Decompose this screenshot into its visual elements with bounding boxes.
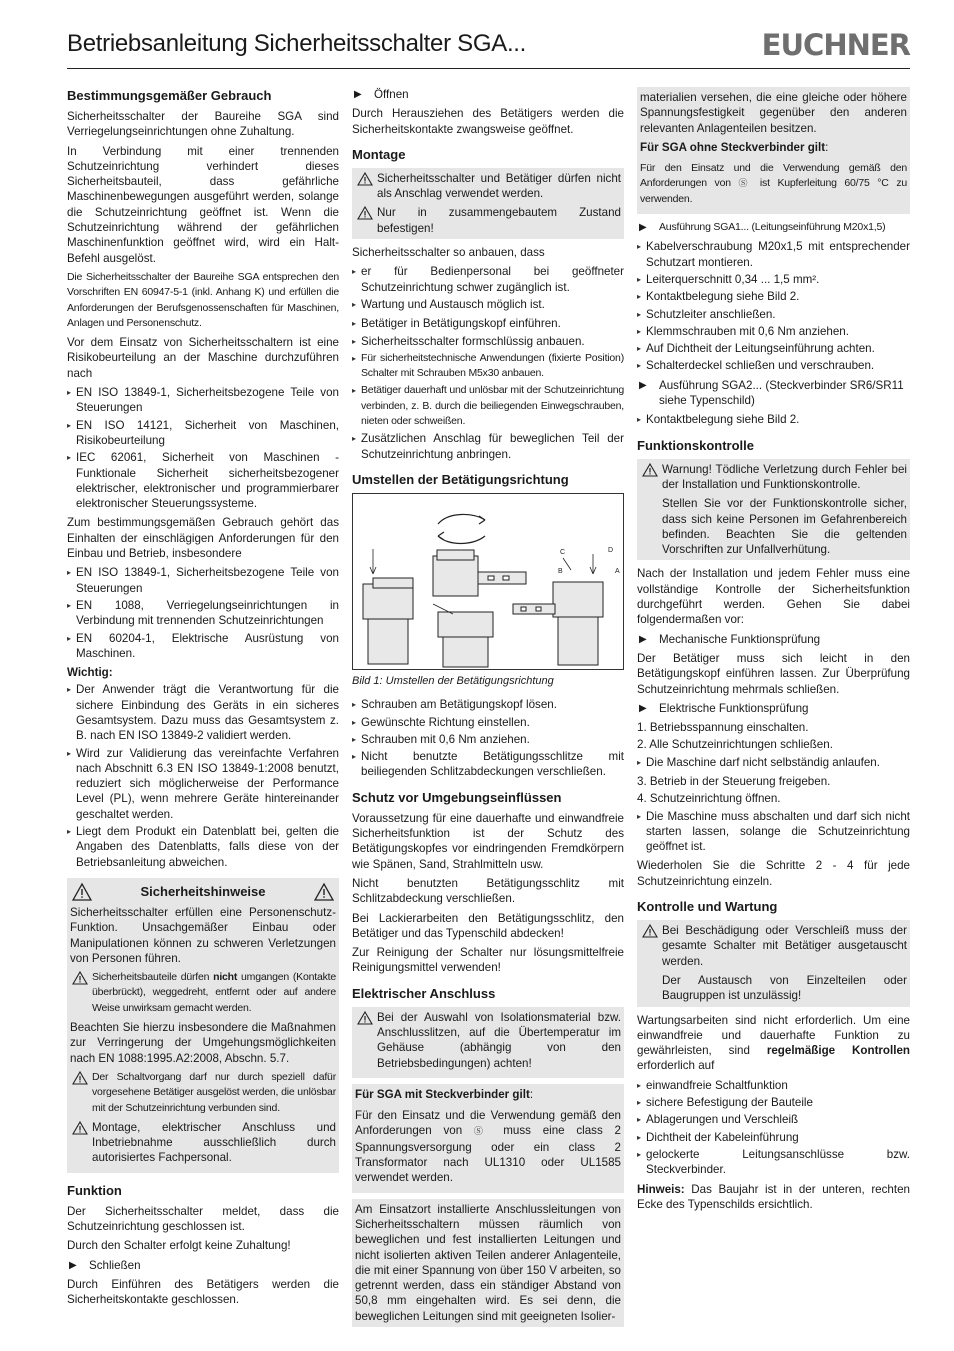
text: Wartungsarbeiten sind nicht erforderlich. Um eine einwandfreie und dauerhafte Funktion zu gewährleisten, sind <box>637 1013 910 1058</box>
paragraph: Beachten Sie hierzu insbesondere die Maßnahmen zur Verringerung der Umgehungsmöglichkeiten nach EN 1088:1995.A2:2008, Abschn. 5.7. <box>70 1021 336 1065</box>
list-item: ▸ Kabelverschraubung M20x1,5 mit entsprechender Schutzart montieren. <box>637 239 910 270</box>
paragraph: Wiederholen Sie die Schritte 2 - 4 für jede Schutzeinrichtung einzeln. <box>637 859 910 888</box>
label-b: B <box>558 567 563 575</box>
warning-note <box>355 205 621 236</box>
arrow-right-icon: ▶ <box>354 89 362 100</box>
heading-mounting: Montage <box>352 146 406 162</box>
list-item: ▸ Dichtheit der Kabeleinführung <box>637 1130 910 1145</box>
text: umgangen (Kontakte überbrückt), weggedreht, entfernt oder auf andere Weise unwirksam gemacht werden. <box>92 971 336 1014</box>
text-bold: nicht <box>213 971 238 984</box>
list-item: ▸ einwandfreie Schaltfunktion <box>637 1078 910 1093</box>
warning-icon <box>357 1011 373 1025</box>
paragraph: Zum bestimmungsgemäßen Gebrauch gehört das Einhalten der einschlägigen Anforderungen für den Einbau und Betrieb, insbesondere <box>67 516 339 561</box>
heading-maintenance: Kontrolle und Wartung <box>637 899 778 915</box>
text: Sicherheitsbauteile dürfen <box>92 971 214 984</box>
check-warning-box <box>637 459 910 561</box>
step-note <box>637 755 910 770</box>
important-label: Wichtig: <box>67 666 113 680</box>
sga1-list <box>637 239 910 373</box>
maintenance-list <box>637 1078 910 1178</box>
list-item: ▸ Schrauben mit 0,6 Nm anziehen. <box>352 732 624 747</box>
warning-note <box>640 923 907 969</box>
list-item: ▸ Leiterquerschnitt 0,34 ... 1,5 mm². <box>637 272 910 287</box>
column-3 <box>637 87 910 1216</box>
switch-illustration <box>353 494 623 669</box>
list-item: ▸ Liegt dem Produkt ein Datenblatt bei, gelten die Angaben des Datenblatts, falls diese von der Betriebsanleitung abweichen. <box>67 824 339 870</box>
text: erforderlich auf <box>637 1059 715 1073</box>
text: : <box>529 1087 534 1101</box>
euchner-logo: EUCHNER <box>761 28 910 62</box>
paragraph: Der Betätiger muss sich leicht in den Betätigungskopf einführen lassen. Zur Überprüfung Schutzeinrichtung mehrmals schließen. <box>637 651 910 696</box>
ul-mark-icon: Ⓢ <box>473 1126 492 1137</box>
text: Nur in zusammengebautem Zustand befestigen! <box>377 206 621 235</box>
warning-note <box>640 462 907 493</box>
steps-list <box>637 774 910 807</box>
text: ist Kupferleitung 60/75 °C zu verwenden. <box>640 177 908 205</box>
insulation-box <box>637 87 910 214</box>
warning-note <box>70 1120 336 1166</box>
list-item: ▸ Die Maschine muss abschalten und darf sich nicht starten lassen, solange die Schutzeinrichtung geöffnet ist. <box>637 809 910 855</box>
text: : <box>825 140 829 154</box>
text: Bei der Auswahl von Isolationsmaterial bzw. Anschlusslitzen, auf die Übertemperatur im Gehäuse (abhängig von den Betriebsbedingungen) achten! <box>377 1010 621 1070</box>
paragraph: Sicherheitsschalter erfüllen eine Personenschutz-Funktion. Unsachgemäßer Einbau oder Manipulationen können zu schweren Verletzungen von Personen führen. <box>70 905 336 965</box>
arrow-right-icon: ▶ <box>639 702 647 714</box>
requirements-list <box>67 565 339 661</box>
heading-environment: Schutz vor Umgebungseinflüssen <box>352 789 562 805</box>
open-step <box>352 87 624 102</box>
list-item: ▸ Wartung und Austausch möglich ist. <box>352 297 624 312</box>
list-item: ▸ er für Bedienpersonal bei geöffneter Schutzeinrichtung schwer zugänglich ist. <box>352 264 624 295</box>
heading-function-check: Funktionskontrolle <box>637 437 754 453</box>
label-c: C <box>560 548 566 556</box>
safety-title: Sicherheitshinweise <box>140 884 266 900</box>
list-item: ▸ Auf Dichtheit der Leitungseinführung achten. <box>637 341 910 356</box>
paragraph: Zur Reinigung der Schalter nur lösungsmittelfreie Reinigungsmittel verwenden! <box>352 946 624 975</box>
warning-icon <box>314 883 334 901</box>
list-item: ▸ EN ISO 14121, Sicherheit von Maschinen, Risikobeurteilung <box>67 418 339 449</box>
sga1-heading <box>637 220 910 235</box>
list-item: ▸ Schrauben am Betätigungskopf lösen. <box>352 697 624 712</box>
list-item: ▸ Für sicherheitstechnische Anwendungen (fixierte Position) Schalter mit Schrauben M5x30 anbauen. <box>352 351 624 382</box>
warning-icon <box>72 971 88 985</box>
list-item: ▸ Betätiger in Betätigungskopf einführen. <box>352 316 624 331</box>
sga2-list <box>637 412 910 427</box>
paragraph: Voraussetzung für eine dauerhafte und einwandfreie Sicherheitsfunktion ist der Schutz des Betätigungskopfes vor eindringenden Fremdkörpern wie Spänen, Sand, Strahlmitteln usw. <box>352 811 624 871</box>
text: Ausführung SGA1... (Leitungseinführung M20x1,5) <box>659 221 886 234</box>
paragraph: Vor dem Einsatz von Sicherheitsschaltern ist eine Risikobeurteilung an der Maschine durchzuführen nach <box>67 336 339 380</box>
list-item: 2. Alle Schutzeinrichtungen schließen. <box>637 738 833 752</box>
list-item: ▸ Kontaktbelegung siehe Bild 2. <box>637 289 910 304</box>
arrow-right-icon: ▶ <box>639 633 647 645</box>
warning-icon <box>642 924 658 938</box>
list-item: ▸ Nicht benutzte Betätigungsschlitze mit beiliegenden Schlitzabdeckungen verschließen. <box>352 749 624 780</box>
paragraph: Nach der Installation und jedem Fehler muss eine vollständige Kontrolle der Sicherheitsfunktion durchgeführt werden. Gehen Sie dabei folgendermaßen vor: <box>637 567 910 627</box>
paragraph: Durch Einführen des Betätigers werden die Sicherheitskontakte geschlossen. <box>67 1277 339 1307</box>
list-item: ▸ Wird zur Validierung das vereinfachte Verfahren nach Abschnitt 6.3 EN ISO 13849-1:2008 benutzt, reduziert sich möglicherweise der Performance Level (PL), wenn mehrere Geräte hintereinander geschaltet werden. <box>67 746 339 822</box>
paragraph: Sicherheitsschalter so anbauen, dass <box>352 246 545 260</box>
text: Der Austausch von Einzelteilen oder Baugruppen ist unzulässig! <box>662 973 907 1003</box>
list-item: ▸ gelockerte Leitungsanschlüsse bzw. Steckverbinder. <box>637 1147 910 1178</box>
paragraph: Die Sicherheitsschalter der Baureihe SGA entsprechen den Vorschriften EN 60947-5-1 (inkl. Anhang K) und erfüllen die Anforderungen der Berufsgenossenschaften für Maschinen, Anlagen und Personenschutz. <box>67 270 339 329</box>
warning-note <box>70 1070 336 1116</box>
sga2-heading <box>637 378 910 409</box>
list-item: ▸ EN 60204-1, Elektrische Ausrüstung von Maschinen. <box>67 631 339 662</box>
list-item: ▸ EN 1088, Verriegelungseinrichtungen in Verbindung mit trennenden Schutzeinrichtungen <box>67 598 339 629</box>
column-1 <box>67 87 339 1311</box>
installation-box <box>352 1199 624 1327</box>
warning-note <box>355 171 621 202</box>
subheading: Für SGA mit Steckverbinder gilt <box>355 1087 530 1101</box>
list-item: ▸ Schalterdeckel schließen und verschrauben. <box>637 358 910 373</box>
list-item: ▸ Sicherheitsschalter formschlüssig anbauen. <box>352 334 624 349</box>
paragraph: Bei Lackierarbeiten den Betätigungsschlitz, den Betätiger und das Typenschild abdecken! <box>352 911 624 940</box>
paragraph: Durch Herausziehen des Betätigers werden die Sicherheitskontakte zwangsweise geöffnet. <box>352 107 624 136</box>
arrow-right-icon: ▶ <box>69 1259 77 1271</box>
important-list <box>67 682 339 870</box>
text: Ausführung SGA2... (Steckverbinder SR6/SR11 siehe Typenschild) <box>659 378 904 408</box>
mounting-warnings <box>352 168 624 239</box>
list-item: ▸ Der Anwender trägt die Verantwortung für die sichere Einbindung des Geräts in ein sicheres Gesamtsystem. Dazu muss das Gesamtsystem z. B. nach EN ISO 13849-2 validiert werden. <box>67 682 339 743</box>
text: Bei Beschädigung oder Verschleiß muss der gesamte Schalter mit Betätiger ausgetauscht werden. <box>662 924 907 968</box>
maintenance-warning-box <box>637 920 910 1006</box>
list-item: ▸ Betätiger dauerhaft und unlösbar mit der Schutzeinrichtung verbinden, z. B. durch die beiliegenden Einwegschrauben, nieten oder schweißen. <box>352 383 624 429</box>
step-note <box>637 809 910 855</box>
warning-icon <box>357 172 373 186</box>
text: Das Baujahr ist in der unteren, rechten Ecke des Typenschilds ersichtlich. <box>637 1182 910 1211</box>
text: Öffnen <box>374 88 409 101</box>
arrow-right-icon: ▶ <box>639 379 647 391</box>
mechanical-check <box>637 632 910 647</box>
list-item: ▸ Schutzleiter anschließen. <box>637 307 910 322</box>
close-step <box>67 1258 339 1273</box>
direction-steps <box>352 697 624 779</box>
text: Für den Einsatz und die Verwendung gemäß den Anforderungen von <box>640 162 907 190</box>
label-a: A <box>615 567 620 575</box>
warning-icon <box>642 463 658 477</box>
electrical-box <box>352 1007 624 1078</box>
standards-list <box>67 385 339 511</box>
text: Schließen <box>89 1258 141 1272</box>
ul-mark-icon: Ⓢ <box>738 178 753 189</box>
note-label: Hinweis: <box>637 1182 685 1196</box>
safety-header <box>70 881 336 905</box>
electrical-check <box>637 701 910 716</box>
label-d: D <box>608 546 614 554</box>
list-item: ▸ Ablagerungen und Verschleiß <box>637 1112 910 1127</box>
subheading: Für SGA ohne Steckverbinder gilt <box>640 140 826 154</box>
text: Für den Einsatz und die Verwendung gemäß den Anforderungen von <box>355 1109 621 1138</box>
mounting-steps <box>352 316 624 462</box>
text: Der Schaltvorgang darf nur durch speziell dafür vorgesehene Betätiger ausgelöst werden, die unlösbar mit der Schutzeinrichtung verbunden sind. <box>92 1070 336 1114</box>
list-item: 3. Betrieb in der Steuerung freigeben. <box>637 774 831 788</box>
warning-icon <box>72 1071 88 1085</box>
paragraph: Der Sicherheitsschalter meldet, dass die Schutzeinrichtung geschlossen ist. <box>67 1204 339 1233</box>
text: Elektrische Funktionsprüfung <box>659 701 809 715</box>
text: muss eine class 2 Spannungsversorgung oder ein class 2 Transformator nach UL1310 oder UL1585 verwendet werden. <box>355 1124 621 1185</box>
mounting-conditions <box>352 264 624 312</box>
list-item: 1. Betriebsspannung einschalten. <box>637 721 809 735</box>
steps-list <box>637 720 910 753</box>
paragraph: Sicherheitsschalter der Baureihe SGA sind Verriegelungseinrichtungen ohne Zuhaltung. <box>67 110 339 139</box>
list-item: ▸ EN ISO 13849-1, Sicherheitsbezogene Teile von Steuerungen <box>67 565 339 596</box>
figure-actuating-direction <box>352 493 624 670</box>
heading-electrical: Elektrischer Anschluss <box>352 985 496 1001</box>
text: Stellen Sie vor der Funktionskontrolle sicher, dass sich keine Personen im Gefahrenbereich befinden. Beachten Sie die geltenden Vorschriften zur Unfallverhütung. <box>662 497 907 557</box>
heading-function: Funktion <box>67 1182 122 1198</box>
list-item: ▸ EN ISO 13849-1, Sicherheitsbezogene Teile von Steuerungen <box>67 385 339 416</box>
list-item: 4. Schutzeinrichtung öffnen. <box>637 792 781 806</box>
figure-caption: Bild 1: Umstellen der Betätigungsrichtung <box>352 674 554 687</box>
list-item: ▸ Zusätzlichen Anschlag für beweglichen Teil der Schutzeinrichtung anbringen. <box>352 431 624 462</box>
paragraph: In Verbindung mit einer trennenden Schutzeinrichtung verhindert dieses Sicherheitsbauteil, dass gefährliche Maschinenbewegungen ausgeführt werden, solange die Schutzeinrichtung geöffnet ist. Wenn die Schutzeinrichtung während der gefährlichen Maschinenfunktion geöffnet wird, wird ein Halt-Befehl ausgelöst. <box>67 144 339 265</box>
page-header <box>67 28 910 69</box>
paragraph: Am Einsatzort installierte Anschlussleitungen von Sicherheitsschaltern müssen räumlich von beweglichen und fest installierten Leitungen und nicht isolierten aktiven Teilen anderer Anlagenteile, die mit einer Spannung von über 150 V arbeiten, so getrennt werden, dass ein ständiger Abstand von 50,8 mm eingehalten wird. Es sei denn, die beweglichen Leitungen sind mit geeigneten Isolier- <box>355 1202 621 1323</box>
warning-icon <box>72 1121 88 1135</box>
text: Warnung! Tödliche Verletzung durch Fehler bei der Installation und Funktionskontrolle. <box>662 462 907 491</box>
heading-direction: Umstellen der Betätigungsrichtung <box>352 471 569 487</box>
list-item: ▸ Die Maschine darf nicht selbständig anlaufen. <box>637 755 910 770</box>
list-item: ▸ sichere Befestigung der Bauteile <box>637 1095 910 1110</box>
list-item: ▸ IEC 62061, Sicherheit von Maschinen - Funktionale Sicherheit sicherheitsbezogener elektrischer, elektronischer und programmierbarer elektronischer Steuerungssysteme. <box>67 450 339 511</box>
warning-note <box>355 1010 621 1071</box>
list-item: ▸ Kontaktbelegung siehe Bild 2. <box>637 412 910 427</box>
document-title: Betriebsanleitung Sicherheitsschalter SGA... <box>67 30 527 57</box>
warning-icon <box>72 883 92 901</box>
text: Sicherheitsschalter und Betätiger dürfen nicht als Anschlag verwendet werden. <box>377 171 621 201</box>
paragraph: Durch den Schalter erfolgt keine Zuhaltung! <box>67 1239 291 1253</box>
list-item: ▸ Gewünschte Richtung einstellen. <box>352 715 624 730</box>
text: Mechanische Funktionsprüfung <box>659 632 821 646</box>
paragraph: materialien versehen, die eine gleiche oder höhere Spannungsfestigkeit gegenüber den anderen relevanten Anlagenteilen besitzen. <box>640 91 907 135</box>
arrow-right-icon: ▶ <box>639 222 647 234</box>
text-bold: regelmäßige Kontrollen <box>766 1044 910 1058</box>
column-2 <box>352 87 624 1333</box>
list-item: ▸ Klemmschrauben mit 0,6 Nm anziehen. <box>637 324 910 339</box>
paragraph: Nicht benutzten Betätigungsschlitz mit Schlitzabdeckung verschließen. <box>352 876 624 906</box>
text: Montage, elektrischer Anschluss und Inbetriebnahme ausschließlich durch autorisiertes Fachpersonal. <box>92 1120 336 1165</box>
warning-icon <box>357 206 373 220</box>
warning-note <box>70 970 336 1016</box>
with-connector-box <box>352 1084 624 1193</box>
heading-intended-use: Bestimmungsgemäßer Gebrauch <box>67 88 272 103</box>
safety-box <box>67 878 339 1173</box>
